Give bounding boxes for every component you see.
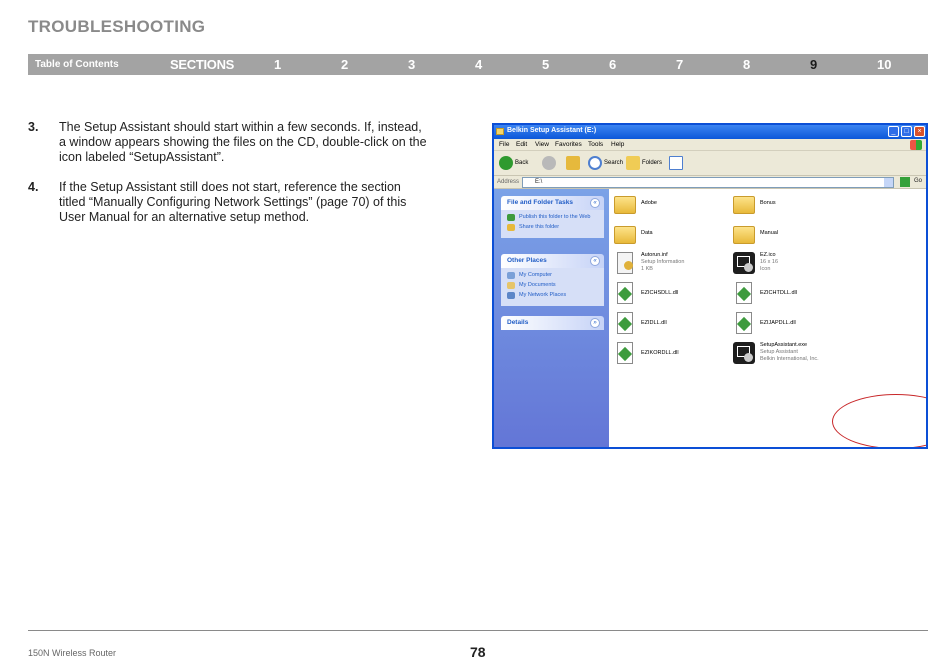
folders-icon[interactable]: [626, 156, 640, 170]
dll-file-icon: [617, 342, 633, 364]
file-name: EZICHTDLL.dll: [760, 290, 797, 296]
link-label: Publish this folder to the Web: [519, 214, 591, 220]
file-name: Autorun.inf: [641, 252, 668, 258]
step-text: If the Setup Assistant still does not start, reference the section titled “Manually Configuring Network Settings” (page 70) of this User Manual for an alternative setup method.: [59, 180, 407, 224]
section-link-6[interactable]: 6: [609, 57, 617, 72]
cd-computer-icon: [733, 252, 755, 274]
task-pane: [494, 189, 609, 449]
step-text: The Setup Assistant should start within a few seconds. If, instead, a window appears showing the files on the CD, double-click on the icon labeled “SetupAssistant”.: [59, 120, 427, 164]
details-panel: [501, 316, 604, 330]
network-icon: [507, 292, 515, 299]
section-link-5[interactable]: 5: [542, 57, 550, 72]
dll-file-icon: [736, 312, 752, 334]
my-network-places-link[interactable]: [507, 292, 598, 299]
go-arrow-icon[interactable]: [900, 177, 910, 187]
file-folder-tasks-panel: [501, 196, 604, 238]
explorer-window-screenshot: [492, 123, 928, 449]
section-link-8[interactable]: 8: [743, 57, 751, 72]
folder-icon: [733, 226, 755, 244]
file-name: Bonus: [760, 200, 776, 206]
windows-flag-icon: [910, 140, 922, 150]
dll-file-icon: [736, 282, 752, 304]
file-name: Data: [641, 230, 653, 236]
highlight-circle: [832, 394, 928, 449]
folders-button-label[interactable]: Folders: [642, 160, 663, 166]
file-name: EZIKORDLL.dll: [641, 350, 679, 356]
footer-divider: [28, 630, 928, 631]
menu-help[interactable]: Help: [611, 141, 625, 148]
share-folder-link[interactable]: [507, 224, 598, 231]
file-description: Setup Assistant: [760, 349, 798, 355]
step-3: [28, 120, 428, 165]
expand-icon[interactable]: »: [590, 318, 600, 328]
folder-icon: [614, 226, 636, 244]
panel-title: Other Places: [507, 257, 547, 264]
address-bar: [494, 176, 926, 189]
window-title-bar: [494, 125, 926, 139]
panel-title: File and Folder Tasks: [507, 199, 573, 206]
file-name: EZ.ico: [760, 252, 776, 258]
menu-view[interactable]: View: [535, 141, 549, 148]
section-link-3[interactable]: 3: [408, 57, 416, 72]
page-number: 78: [470, 644, 486, 660]
step-4: [28, 180, 428, 225]
link-label: My Computer: [519, 272, 553, 278]
chevron-down-icon[interactable]: [884, 178, 893, 187]
back-button-label[interactable]: Back: [515, 160, 529, 166]
file-name: SetupAssistant.exe: [760, 342, 808, 348]
my-documents-link[interactable]: [507, 282, 598, 289]
search-button-label[interactable]: Search: [604, 160, 624, 166]
collapse-icon[interactable]: «: [590, 256, 600, 266]
file-name: Adobe: [641, 200, 657, 206]
section-link-9-active[interactable]: 9: [810, 57, 818, 72]
folder-icon: [496, 128, 504, 135]
section-link-4[interactable]: 4: [475, 57, 483, 72]
folder-icon: [733, 196, 755, 214]
table-of-contents-link[interactable]: Table of Contents: [35, 59, 119, 70]
step-number: 4.: [28, 180, 39, 194]
section-link-7[interactable]: 7: [676, 57, 684, 72]
link-label: My Documents: [519, 282, 556, 288]
views-icon[interactable]: [669, 156, 683, 170]
search-icon[interactable]: [588, 156, 602, 170]
instruction-steps: [28, 120, 428, 240]
close-icon[interactable]: ×: [914, 126, 925, 137]
file-size: 1 KB: [641, 266, 653, 272]
step-number: 3.: [28, 120, 39, 134]
my-computer-link[interactable]: [507, 272, 598, 279]
publish-folder-link[interactable]: [507, 214, 598, 221]
file-type: Icon: [760, 266, 771, 272]
section-link-10[interactable]: 10: [877, 57, 892, 72]
menu-file[interactable]: File: [499, 141, 510, 148]
file-list: [609, 189, 928, 449]
panel-header[interactable]: [501, 196, 604, 210]
link-label: Share this folder: [519, 224, 560, 230]
folder-icon: [614, 196, 636, 214]
folder-up-icon[interactable]: [566, 156, 580, 170]
menu-edit[interactable]: Edit: [516, 141, 528, 148]
share-folder-icon: [507, 224, 515, 231]
go-button[interactable]: Go: [913, 178, 922, 184]
other-places-panel: [501, 254, 604, 306]
collapse-icon[interactable]: «: [590, 198, 600, 208]
panel-header[interactable]: [501, 254, 604, 268]
address-label: Address: [497, 179, 520, 185]
section-link-2[interactable]: 2: [341, 57, 349, 72]
section-link-1[interactable]: 1: [274, 57, 282, 72]
file-name: EZIDLL.dll: [641, 320, 667, 326]
back-arrow-icon[interactable]: [499, 156, 513, 170]
address-value: E:\: [535, 179, 543, 185]
file-type: Setup Information: [641, 259, 685, 265]
file-name: EZICHSDLL.dll: [641, 290, 679, 296]
panel-header[interactable]: [501, 316, 604, 330]
file-name: Manual: [760, 230, 779, 236]
globe-icon: [507, 214, 515, 221]
maximize-icon[interactable]: □: [901, 126, 912, 137]
setup-assistant-icon: [733, 342, 755, 364]
page-heading: TROUBLESHOOTING: [28, 17, 206, 36]
footer-product-name: 150N Wireless Router: [28, 648, 117, 658]
sections-label: SECTIONS: [170, 57, 235, 72]
dll-file-icon: [617, 312, 633, 334]
section-nav-bar: [28, 54, 928, 75]
menu-tools[interactable]: Tools: [588, 141, 604, 148]
documents-icon: [507, 282, 515, 289]
toolbar: [494, 151, 926, 176]
file-company: Belkin International, Inc.: [760, 356, 819, 362]
address-input[interactable]: [522, 177, 894, 188]
file-dimensions: 16 x 16: [760, 259, 779, 265]
menu-bar: [494, 139, 926, 151]
computer-icon: [507, 272, 515, 279]
file-name: EZIJAPDLL.dll: [760, 320, 796, 326]
menu-favorites[interactable]: Favorites: [555, 141, 582, 148]
link-label: My Network Places: [519, 292, 567, 298]
dll-file-icon: [617, 282, 633, 304]
minimize-icon[interactable]: _: [888, 126, 899, 137]
setup-information-icon: [617, 252, 633, 274]
forward-arrow-icon[interactable]: [542, 156, 556, 170]
window-title: Belkin Setup Assistant (E:): [507, 127, 597, 134]
panel-title: Details: [507, 319, 529, 326]
